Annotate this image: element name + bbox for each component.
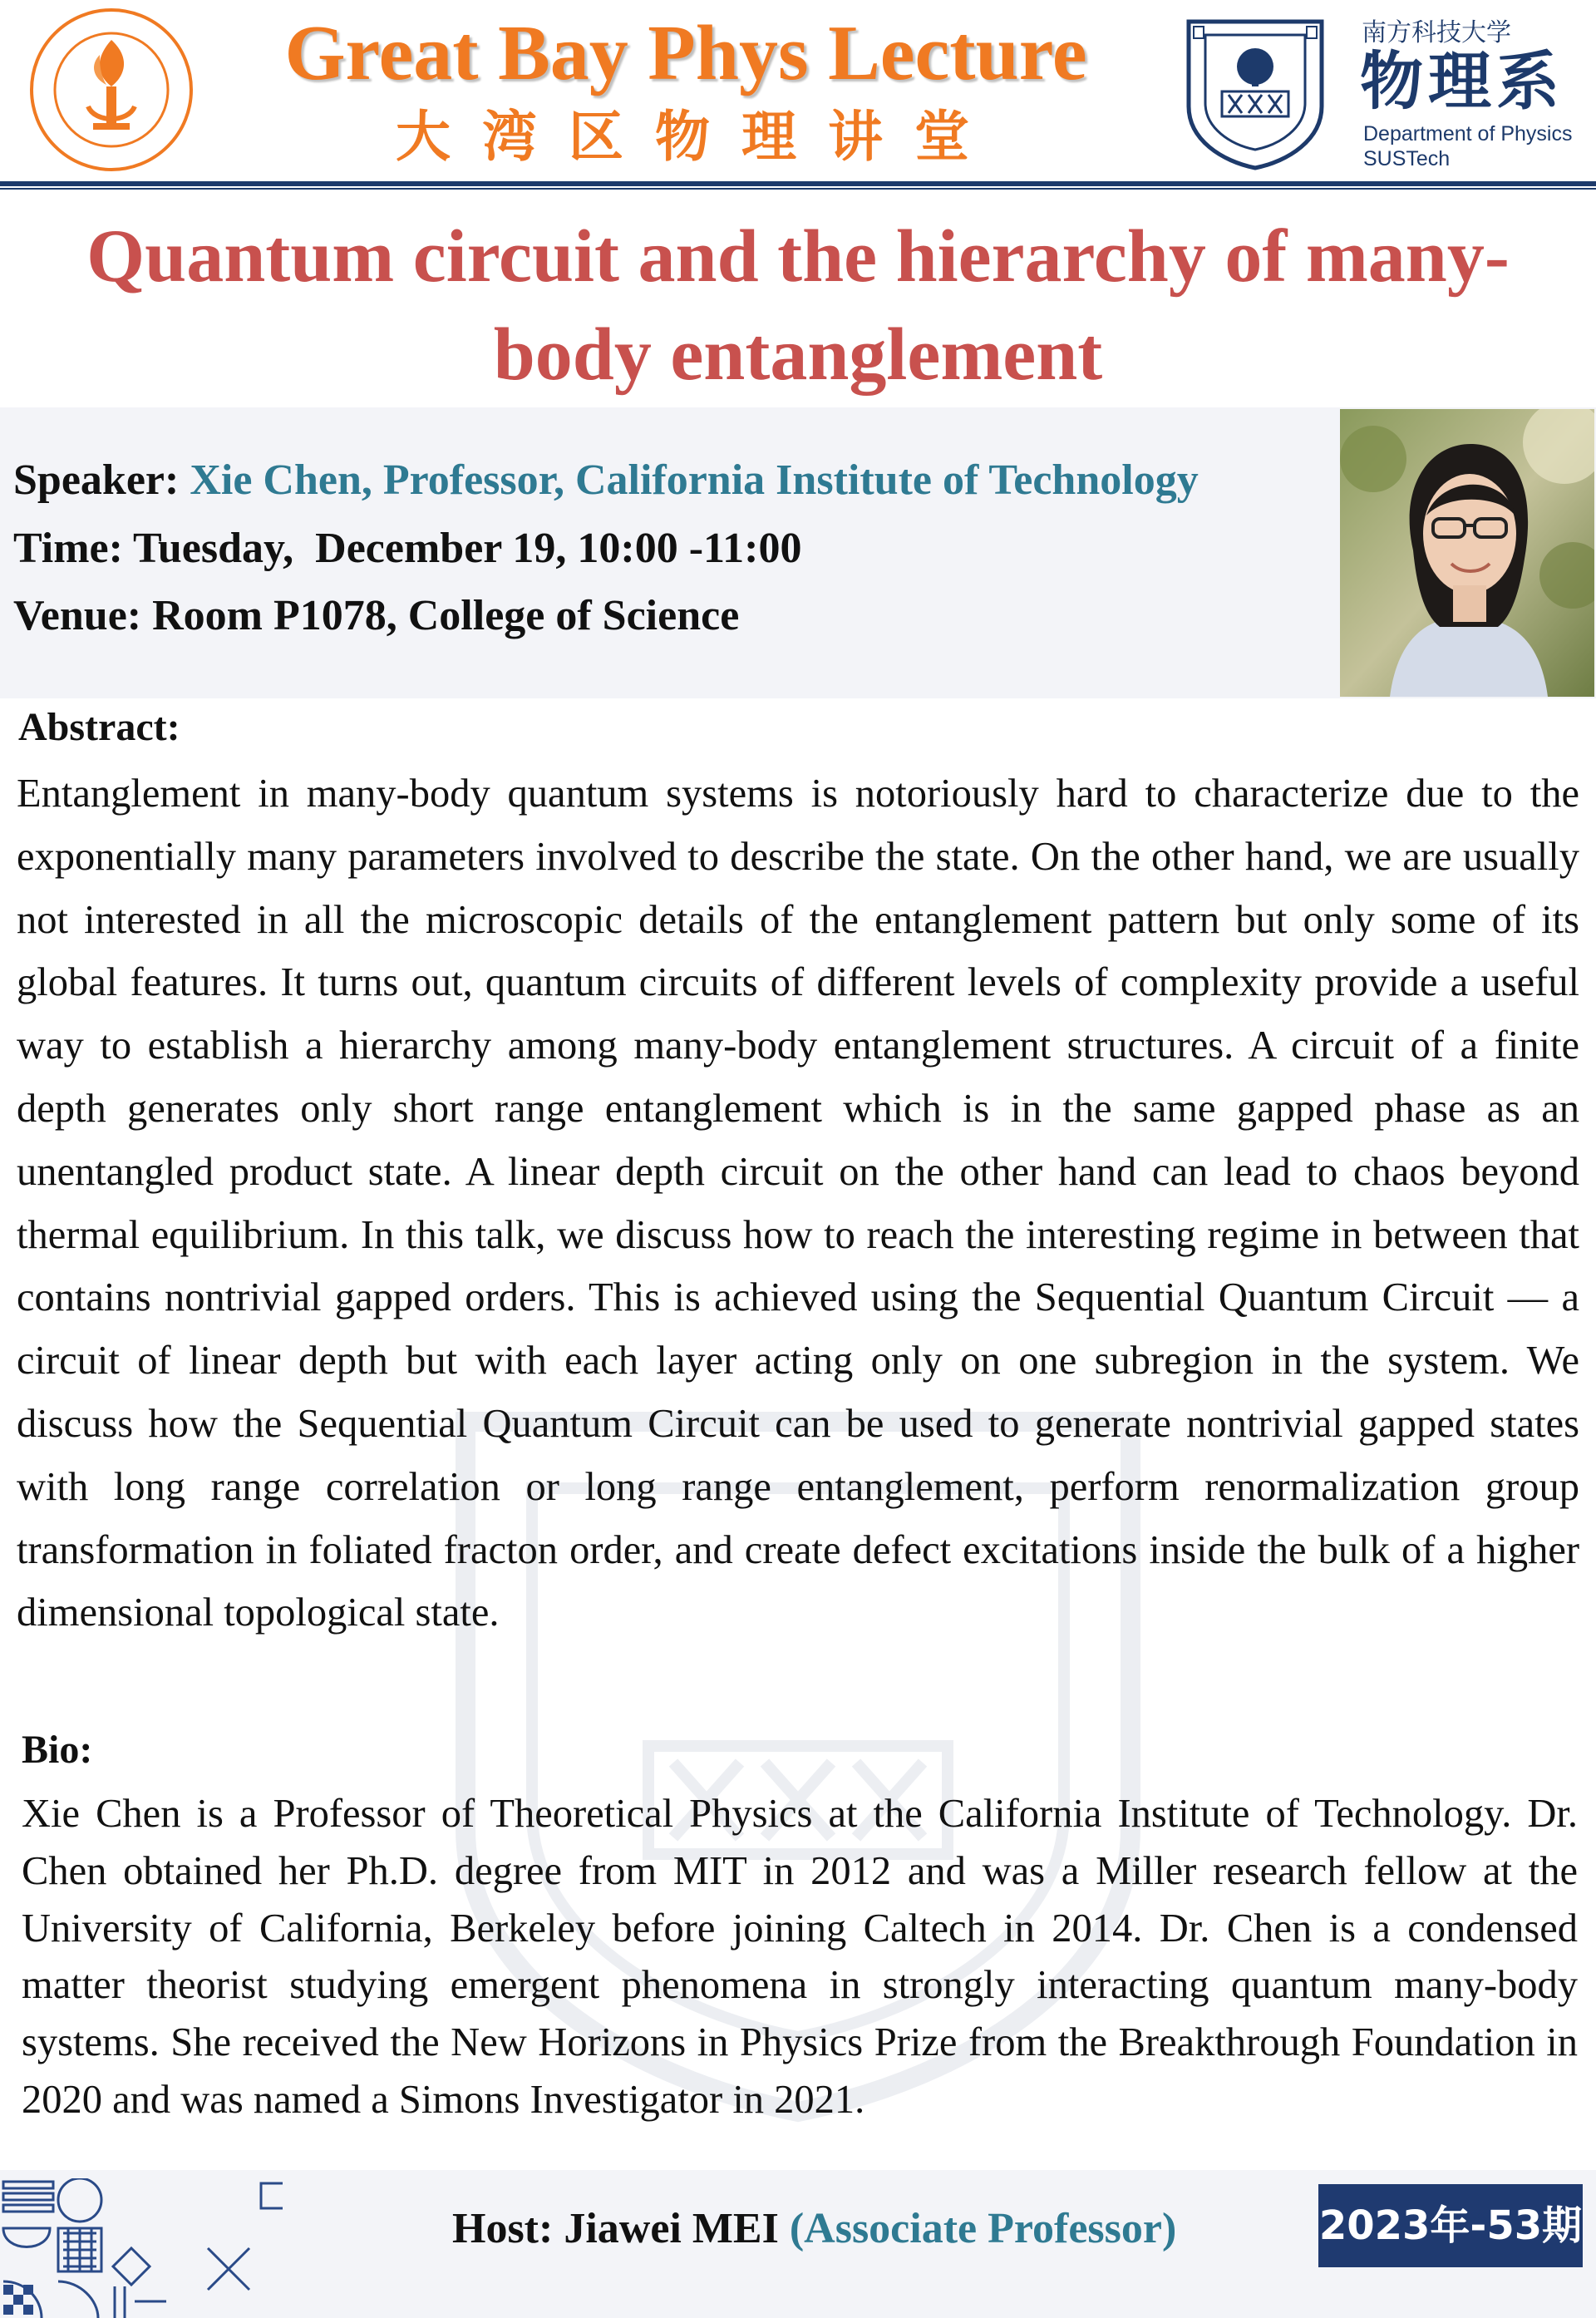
department-name-chinese: 物理系 <box>1360 44 1564 118</box>
header <box>0 0 1596 185</box>
time-value: Tuesday, December 19, 10:00 -11:00 <box>132 525 802 572</box>
bio-body: Xie Chen is a Professor of Theoretical Physics at the California Institute of Technology. Dr. Chen obtained her Ph.D. degree from MIT in 2012 and was a Miller research fellow at the University of California, Berkeley before joining Caltech in 2014. Dr. Chen is a condensed matter theorist studying emergent phenomena in strongly interacting quantum many-body systems. She received the New Horizons in Physics Prize from the Breakthrough Foundation in 2020 and was named a Simons Investigator in 2021. <box>22 1792 1578 2122</box>
time-line <box>13 520 802 578</box>
department-university-chinese: 南方科技大学 <box>1362 18 1511 47</box>
department-name-english-line1: Department of Physics <box>1363 122 1573 145</box>
department-name-english-line2: SUSTech <box>1363 147 1451 170</box>
speaker-value: Xie Chen, Professor, California Institute of Technology <box>190 456 1199 504</box>
header-divider-thin <box>0 188 1596 190</box>
university-logo-icon <box>23 7 200 173</box>
host-line <box>452 2199 1176 2259</box>
host-role: (Associate Professor) <box>789 2205 1177 2252</box>
venue-value: Room P1078, College of Science <box>152 592 740 639</box>
venue-line <box>13 587 739 645</box>
abstract-heading: Abstract: <box>18 705 180 749</box>
time-label: Time: <box>13 525 123 572</box>
speaker-label: Speaker: <box>13 456 180 504</box>
geometric-pattern-icon <box>0 2178 283 2318</box>
talk-title: Quantum circuit and the hierarchy of many-body entanglement <box>86 215 1510 396</box>
header-divider <box>0 181 1596 186</box>
speaker-line <box>13 451 1199 510</box>
series-title-chinese: 大湾区物理讲堂 <box>396 105 1001 169</box>
issue-badge: 2023年-53期 <box>1318 2184 1583 2267</box>
bio-heading: Bio: <box>22 1728 93 1772</box>
venue-label: Venue: <box>13 592 142 639</box>
host-name: Host: Jiawei MEI <box>452 2205 779 2252</box>
abstract-body: Entanglement in many-body quantum systems is notoriously hard to characterize due to the exponentially many parameters involved to describe the state. On the other hand, we are usually not interested in all the microscopic details of the entanglement pattern but only some of its global features. It turns out, quantum circuits of different levels of complexity provide a useful way to establish a hierarchy among many-body entanglement structures. A circuit of a finite depth generates only short range entanglement which is in the same gapped phase as an unentangled product state. A linear depth circuit on the other hand can lead to chaos beyond thermal equilibrium. In this talk, we discuss how to reach the interesting regime in between that contains nontrivial gapped orders. This is achieved using the Sequential Quantum Circuit — a circuit of linear depth but with each layer acting only on one subregion in the system. We discuss how the Sequential Quantum Circuit can be used to generate nontrivial gapped states with long range correlation or long range entanglement, perform renormalization group transformation in foliated fracton order, and create defect excitations inside the bulk of a higher dimensional topological state. <box>17 772 1579 1635</box>
series-title: Great Bay Phys Lecture <box>284 10 1087 96</box>
speaker-photo <box>1340 409 1594 697</box>
department-name-english <box>1363 121 1573 171</box>
department-seal-icon <box>1180 15 1330 171</box>
